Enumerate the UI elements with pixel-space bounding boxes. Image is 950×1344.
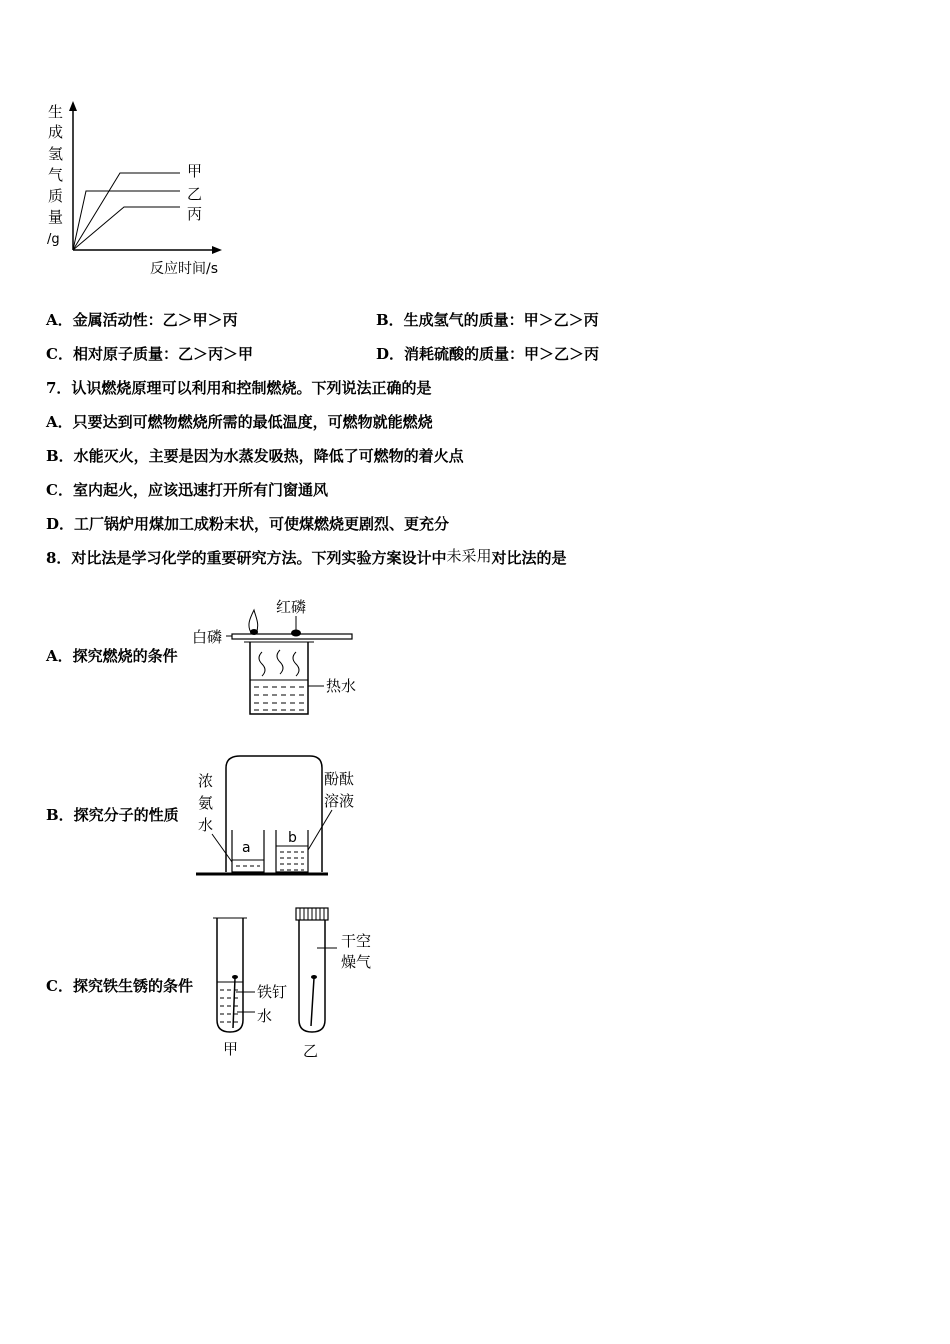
q7-option-a: A．只要达到可燃物燃烧所需的最低温度，可燃物就能燃烧: [46, 413, 433, 431]
iron-nail-yi: [311, 978, 314, 1026]
tube-jia-label: 甲: [223, 1040, 239, 1058]
q7-option-d: D．工厂锅炉用煤加工成粉末状，可使煤燃烧更剧烈、更充分: [46, 515, 450, 533]
y-axis-label-char: 气: [48, 166, 64, 184]
q6-option-b: B．生成氢气的质量：甲＞乙＞丙: [376, 311, 599, 329]
y-axis-label: [47, 103, 63, 247]
x-axis-arrow: [212, 246, 222, 254]
iron-nail-label: 铁钉: [257, 983, 288, 1001]
y-axis-label-char: 质: [48, 187, 64, 205]
iron-nail-jia: [233, 978, 235, 1028]
red-phosphorus: [291, 630, 301, 637]
q8-option-c: C．探究铁生锈的条件: [46, 977, 193, 995]
y-axis-label-char: 成: [48, 123, 64, 141]
q7-option-b: B．水能灭火，主要是因为水蒸发吸热，降低了可燃物的着火点: [46, 447, 464, 465]
test-tube-jia: [217, 918, 243, 1032]
y-axis-arrow: [69, 101, 77, 111]
water-label: 水: [257, 1007, 273, 1025]
y-axis-label-char: 氢: [48, 145, 64, 163]
combustion-apparatus: [190, 592, 380, 722]
red-phosphorus-label: 红磷: [276, 598, 307, 616]
series-label-yi: 乙: [187, 185, 203, 203]
phenolphthalein-label: 酚酞: [324, 770, 355, 788]
q8-stem-post: 对比法的是: [491, 549, 567, 567]
q8-stem-emphasis: 未采用: [446, 547, 492, 565]
series-line-bing: [73, 207, 180, 250]
dry-air-label: 干空: [341, 932, 372, 950]
molecule-apparatus: [192, 752, 372, 884]
dry-air-label: 燥气: [341, 953, 372, 971]
hot-water: [254, 687, 306, 710]
beaker-b-label: b: [288, 830, 297, 846]
series-label-jia: 甲: [187, 162, 203, 180]
phenolphthalein-label: 溶液: [324, 792, 355, 810]
q6-option-d: D．消耗硫酸的质量：甲＞乙＞丙: [376, 345, 600, 363]
q7-option-c: C．室内起火，应该迅速打开所有门窗通风: [46, 481, 328, 499]
y-axis-label-char: 生: [48, 103, 64, 121]
q8-stem: [46, 548, 566, 568]
q6-option-c: C．相对原子质量：乙＞丙＞甲: [46, 345, 253, 363]
y-axis-label-char: 量: [48, 208, 64, 226]
series-line-jia: [73, 173, 180, 250]
rust-apparatus: [205, 904, 390, 1064]
ammonia-label-char: 水: [198, 816, 214, 834]
white-phosphorus-label: 白磷: [192, 628, 223, 646]
q8-option-a: A．探究燃烧的条件: [46, 647, 178, 665]
ammonia-label-char: 浓: [198, 772, 214, 790]
y-axis-label-char: /g: [47, 232, 60, 247]
q8-option-b: B．探究分子的性质: [46, 806, 179, 824]
series-label-bing: 丙: [187, 205, 203, 223]
series-line-yi: [73, 191, 180, 250]
tube-yi-label: 乙: [303, 1042, 319, 1060]
ammonia-label-char: 氨: [198, 794, 214, 812]
q8-stem-pre: 8．对比法是学习化学的重要研究方法。下列实验方案设计中: [46, 549, 447, 567]
x-axis-label: 反应时间/s: [150, 261, 219, 277]
hot-water-label: 热水: [326, 677, 357, 695]
q6-option-a: A．金属活动性：乙＞甲＞丙: [46, 311, 238, 329]
hydrogen-mass-chart: [40, 95, 250, 285]
beaker-a-label: a: [242, 840, 251, 856]
q7-stem: 7．认识燃烧原理可以利用和控制燃烧。下列说法正确的是: [46, 379, 432, 397]
